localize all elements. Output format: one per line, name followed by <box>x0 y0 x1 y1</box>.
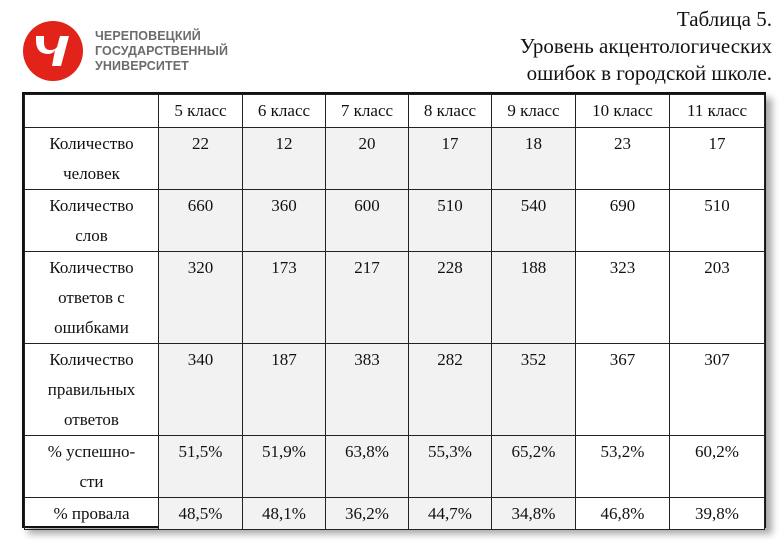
table-cell: 12 <box>243 128 326 190</box>
table-cell: 60,2% <box>670 436 765 498</box>
table-cell: 17 <box>409 128 492 190</box>
table-row <box>25 344 765 436</box>
table-cell: 352 <box>492 344 576 436</box>
row-label-line: Количество <box>49 258 134 277</box>
table-cell: 17 <box>670 128 765 190</box>
table-cell: 46,8% <box>576 498 670 530</box>
column-header: 9 класс <box>492 95 576 128</box>
table-cell: 217 <box>326 252 409 344</box>
table-cell: 540 <box>492 190 576 252</box>
university-logo <box>22 20 232 82</box>
row-label-line: ответов с <box>58 288 125 307</box>
table-cell: 600 <box>326 190 409 252</box>
table-cell: 367 <box>576 344 670 436</box>
university-name-line-3: УНИВЕРСИТЕТ <box>95 59 189 73</box>
table-caption-line-2: Уровень акцентологических <box>519 34 772 58</box>
table-row <box>25 128 765 190</box>
table-cell: 18 <box>492 128 576 190</box>
table-cell: 55,3% <box>409 436 492 498</box>
table-cell: 660 <box>159 190 243 252</box>
data-table <box>24 94 765 530</box>
row-label <box>25 128 159 190</box>
column-header: 11 класс <box>670 95 765 128</box>
table-cell: 65,2% <box>492 436 576 498</box>
column-header: 8 класс <box>409 95 492 128</box>
table-row <box>25 252 765 344</box>
row-label-line: Количество <box>49 350 134 369</box>
table-cell: 307 <box>670 344 765 436</box>
table-cell: 23 <box>576 128 670 190</box>
table-row <box>25 190 765 252</box>
row-label <box>25 498 159 530</box>
row-label <box>25 436 159 498</box>
table-corner-cell <box>25 95 159 128</box>
table-cell: 188 <box>492 252 576 344</box>
table-cell: 203 <box>670 252 765 344</box>
university-name <box>95 29 228 74</box>
table-cell: 53,2% <box>576 436 670 498</box>
row-label-line: человек <box>63 164 120 183</box>
row-label-line: % успешно- <box>47 442 136 461</box>
row-label-line: % провала <box>53 504 130 523</box>
table-cell: 282 <box>409 344 492 436</box>
table-cell: 320 <box>159 252 243 344</box>
table-cell: 187 <box>243 344 326 436</box>
table-cell: 63,8% <box>326 436 409 498</box>
row-label <box>25 190 159 252</box>
table-caption-line-1: Таблица 5. <box>676 7 772 31</box>
row-label-line: сти <box>79 472 104 491</box>
table-cell: 323 <box>576 252 670 344</box>
row-label <box>25 252 159 344</box>
data-table-frame <box>22 92 766 528</box>
table-cell: 48,1% <box>243 498 326 530</box>
row-label-line: ошибками <box>54 318 129 337</box>
table-cell: 360 <box>243 190 326 252</box>
row-label <box>25 344 159 436</box>
table-caption-line-3: ошибок в городской школе. <box>526 61 772 85</box>
table-caption <box>520 6 772 87</box>
table-cell: 510 <box>670 190 765 252</box>
table-row <box>25 436 765 498</box>
table-cell: 48,5% <box>159 498 243 530</box>
table-cell: 39,8% <box>670 498 765 530</box>
column-header: 5 класс <box>159 95 243 128</box>
table-row <box>25 498 765 530</box>
table-cell: 51,5% <box>159 436 243 498</box>
table-cell: 228 <box>409 252 492 344</box>
column-header: 6 класс <box>243 95 326 128</box>
column-header: 7 класс <box>326 95 409 128</box>
table-cell: 340 <box>159 344 243 436</box>
table-cell: 510 <box>409 190 492 252</box>
row-label-line: правильных <box>47 380 136 399</box>
table-cell: 383 <box>326 344 409 436</box>
table-cell: 34,8% <box>492 498 576 530</box>
row-label-line: слов <box>75 226 108 245</box>
table-cell: 51,9% <box>243 436 326 498</box>
row-label-line: ответов <box>64 410 119 429</box>
table-cell: 690 <box>576 190 670 252</box>
table-header-row <box>25 95 765 128</box>
column-header: 10 класс <box>576 95 670 128</box>
university-name-line-1: ЧЕРЕПОВЕЦКИЙ <box>95 29 201 43</box>
table-cell: 36,2% <box>326 498 409 530</box>
table-cell: 20 <box>326 128 409 190</box>
row-label-line: Количество <box>49 196 134 215</box>
university-logo-icon <box>22 20 84 82</box>
row-label-line: Количество <box>49 134 134 153</box>
table-cell: 22 <box>159 128 243 190</box>
table-cell: 44,7% <box>409 498 492 530</box>
table-cell: 173 <box>243 252 326 344</box>
university-name-line-2: ГОСУДАРСТВЕННЫЙ <box>95 44 229 58</box>
